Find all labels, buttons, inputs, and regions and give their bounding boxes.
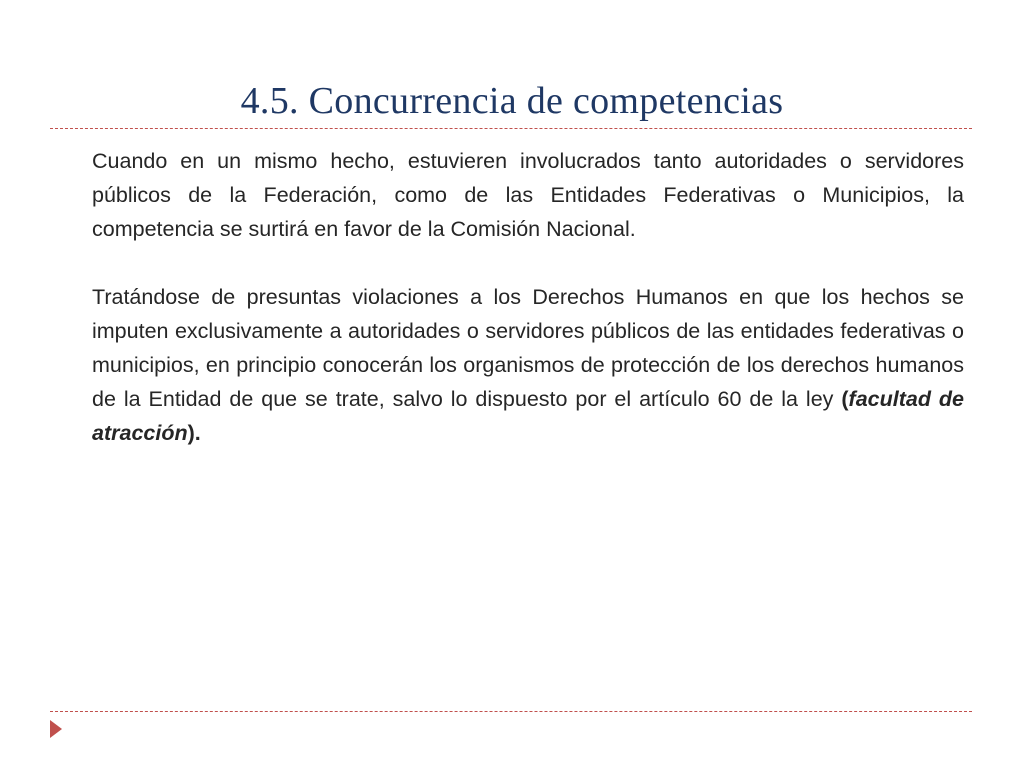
paragraph-competencia-nacional: Cuando en un mismo hecho, estuvieren involucrados tanto autoridades o servidores públicos de la Federación, como de las Entidades Federativas o Municipios, la competencia se surtirá en favor de la Comisión Nacional.: [92, 149, 964, 241]
title-divider: [50, 128, 972, 129]
footer-divider: [50, 711, 972, 712]
facultad-de-atraccion-emphasis: facultad de atracción: [92, 387, 964, 445]
paragraph-2-text: Tratándose de presuntas violaciones a los Derechos Humanos en que los hechos se imputen exclusivamente a autoridades o servidores públicos de las entidades federativas o municipios, en principio conocerán los organismos de protección de los derechos humanos de la Entidad de que se trate, salvo lo dispuesto por el artículo 60 de la ley: [92, 285, 964, 411]
slide-title: 4.5. Concurrencia de competencias: [240, 80, 784, 122]
triangle-right-icon: [50, 720, 62, 738]
paragraph-2-open-paren: (: [841, 387, 849, 411]
paragraph-2-close-paren: ).: [187, 421, 201, 445]
paragraph-competencia-local: [92, 280, 964, 450]
slide-body: [92, 144, 964, 450]
